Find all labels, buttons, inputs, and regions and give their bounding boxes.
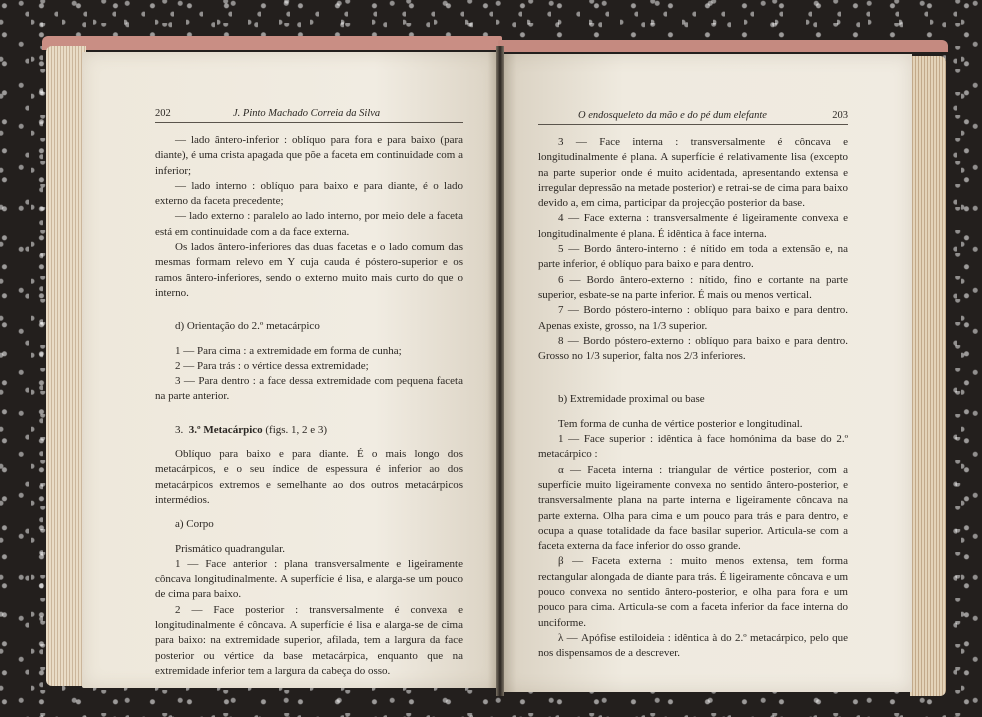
running-header — [155, 106, 463, 123]
paragraph: 1 — Face superior : idêntica à face homónima da base do 2.º metacárpico : — [538, 433, 848, 461]
paragraph: λ — Apófise estiloideia : idêntica à do 2.º metacárpico, pelo que nos dispensamos de a descrever. — [538, 631, 848, 660]
page-stack-left — [46, 46, 86, 686]
paragraph: 1 — Face anterior : plana transversalmente e ligeiramente côncava longitudinalmente. A superfície é lisa, e alarga-se um pouco de cima para baixo. — [155, 557, 463, 601]
page-number: 202 — [155, 108, 171, 119]
paragraph: — lado ântero-inferior : oblíquo para fora e para baixo (para diante), é uma crista apagada que põe a faceta em continuidade com a inferior; — [155, 134, 463, 177]
paragraph: — lado externo : paralelo ao lado interno, por meio dele a faceta está em continuidade com a da face externa. — [155, 210, 463, 238]
running-title: J. Pinto Machado Correia da Silva — [233, 108, 381, 119]
paragraph: 3 — Face interna : transversalmente é côncava e longitudinalmente é plana. A superfície é relativamente lisa (excepto na parte superior onde é muito acidentada, apresentando extensa e irregular depressão na metade posterior) e retrai-se de cima para baixo devido a, em cima, participar da projecção posterior da base. — [538, 136, 848, 210]
page-number: 203 — [832, 110, 848, 121]
page-stack-right — [910, 56, 946, 696]
section-heading: a) Corpo — [175, 518, 214, 531]
list-item: 1 — Para cima : a extremidade em forma de cunha; — [175, 344, 402, 357]
page-edge-top-right — [498, 40, 948, 52]
chapter-number: 3. — [175, 423, 184, 436]
paragraph: 4 — Face externa : transversalmente é ligeiramente convexa e longitudinalmente é plana. É idêntica à face interna. — [538, 212, 848, 240]
list-item: 2 — Para trás : o vértice dessa extremidade; — [175, 359, 369, 372]
paragraph: 6 — Bordo ântero-externo : nítido, fino e cortante na parte superior, esbate-se na parte inferior. É mais ou menos vertical. — [538, 273, 848, 301]
list-item: 3 — Para dentro : a face dessa extremidade com pequena faceta na parte anterior. — [155, 375, 463, 403]
paragraph: α — Faceta interna : triangular de vértice posterior, com a superfície muito ligeiramente convexa no sentido ântero-posterior, e transversalmente plana na parte interna e ligeiramente côncava na parte externa. Olha para cima e um pouco para trás e para dentro, e ocupa a quase totalidade da face basilar superior. Articula-se com a faceta externa da face inferior do osso grande. — [538, 463, 848, 553]
paragraph: Prismático quadrangular. — [175, 542, 285, 555]
chapter-title: 3.º Metacárpico — [188, 423, 263, 436]
paragraph: 5 — Bordo ântero-interno : é nítido em toda a extensão e, na parte inferior, é oblíquo para baixo e para dentro. — [538, 243, 848, 271]
page-edge-top-left — [42, 36, 502, 50]
paragraph: 2 — Face posterior : transversalmente é convexa e longitudinalmente é côncava. A superfície é lisa e alarga-se de cima para baixo: na extremidade superior, afilada, tem a largura da face posterior ou vértice da base metacárpica, enquanto que na extremidade inferior tem a largura da cabeça do osso. — [155, 603, 463, 677]
paragraph: Oblíquo para baixo e para diante. É o mais longo dos metacárpicos, e o seu índice de espessura é inferior ao dos metacárpicos extremos e semelhante ao dos outros metacárpicos intermédios. — [155, 448, 463, 506]
right-page-text — [538, 108, 848, 662]
paragraph: β — Faceta externa : muito menos extensa, tem forma rectangular alongada de diante para trás. É ligeiramente côncava e um pouco convexa no sentido ântero-posterior, e olha para fora e um pouco para cima. Articula-se com a faceta inferior da face interna do unciforme. — [538, 555, 848, 629]
paragraph: — lado interno : oblíquo para baixo e para diante, é o lado externo da faceta precedente; — [155, 179, 463, 208]
running-header — [538, 108, 848, 125]
paragraph: Os lados ântero-inferiores das duas facetas e o lado comum das mesmas formam relevo em Y cuja cauda é póstero-superior e os ramos ântero-inferiores, sendo o externo muito mais curto do que o interno. — [155, 241, 463, 299]
running-title: O endosqueleto da mão e do pé dum elefante — [578, 110, 767, 121]
book-gutter — [496, 46, 504, 696]
left-page-text — [155, 106, 463, 679]
section-heading: b) Extremidade proximal ou base — [558, 393, 705, 406]
paragraph: Tem forma de cunha de vértice posterior e longitudinal. — [558, 417, 803, 430]
chapter-heading — [155, 423, 463, 438]
section-heading: d) Orientação do 2.º metacárpico — [175, 320, 320, 333]
paragraph: 7 — Bordo póstero-interno : oblíquo para baixo e para dentro. Apenas existe, grosso, na 1/3 superior. — [538, 304, 848, 332]
paragraph: 8 — Bordo póstero-externo : oblíquo para baixo e para dentro. Grosso no 1/3 superior, falta nos 2/3 inferiores. — [538, 334, 848, 363]
chapter-figs: (figs. 1, 2 e 3) — [265, 423, 328, 436]
